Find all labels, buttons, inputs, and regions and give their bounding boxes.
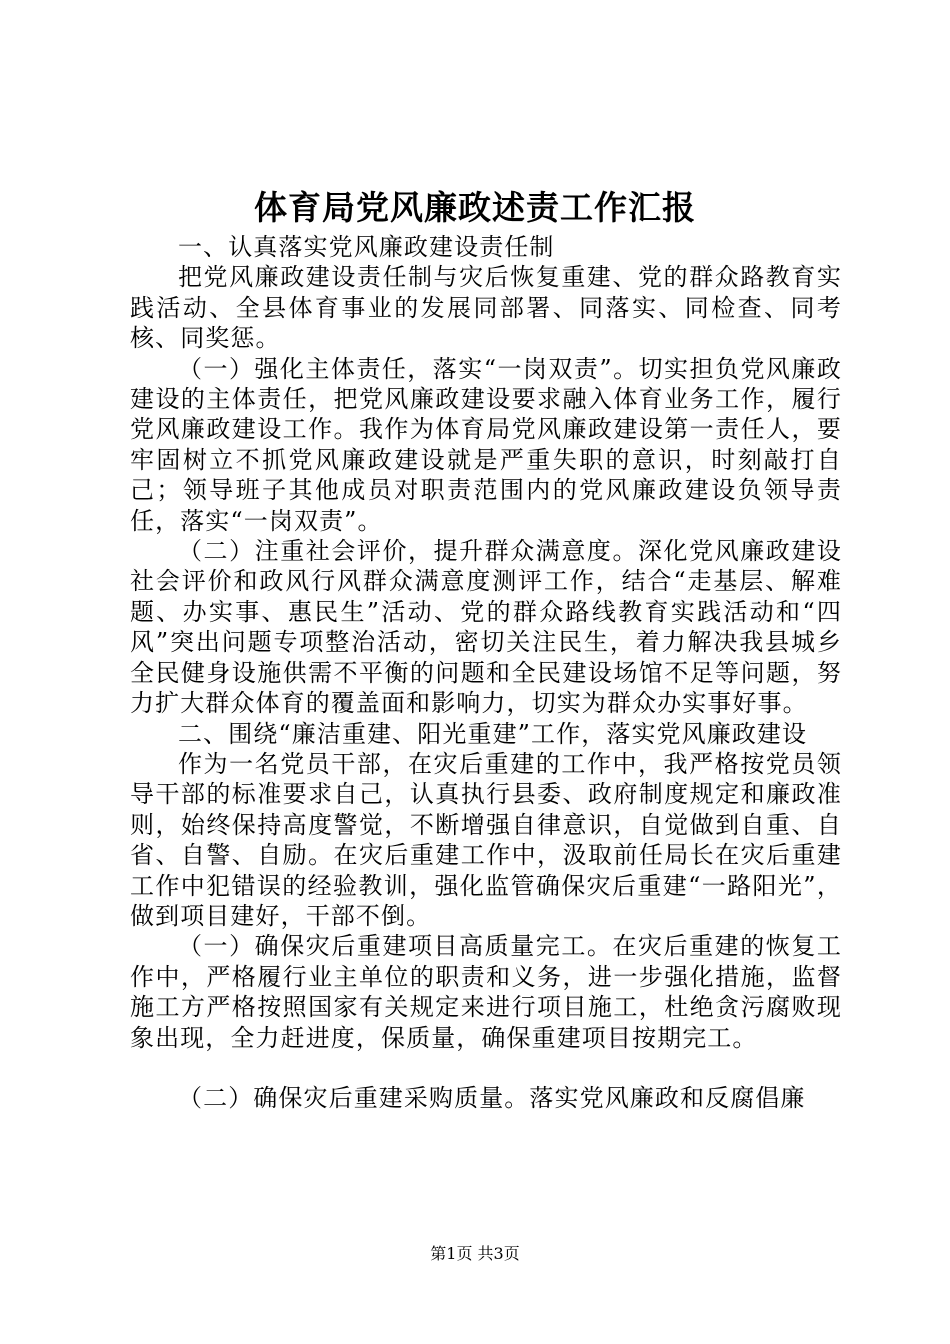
paragraph-2: （一）强化主体责任，落实“一岗双责”。切实担负党风廉政建设的主体责任，把党风廉政建设要求融入体育业务工作，履行党风廉政建设工作。我作为体育局党风廉政建设第一责任人，要牢固树立不抓党风廉政建设就是严重失职的意识，时刻敲打自己；领导班子其他成员对职责范围内的党风廉政建设负领导责任，落实“一岗双责”。 bbox=[130, 354, 842, 535]
paragraph-1: 把党风廉政建设责任制与灾后恢复重建、党的群众路教育实践活动、全县体育事业的发展同部署、同落实、同检查、同考核、同奖惩。 bbox=[130, 263, 842, 353]
paragraph-5: （一）确保灾后重建项目高质量完工。在灾后重建的恢复工作中，严格履行业主单位的职责和义务，进一步强化措施，监督施工方严格按照国家有关规定来进行项目施工，杜绝贪污腐败现象出现，全力赶进度，保质量，确保重建项目按期完工。 bbox=[130, 932, 842, 1052]
section-heading-1: 一、认真落实党风廉政建设责任制 bbox=[178, 233, 555, 261]
page-footer: 第1页 共3页 bbox=[430, 1244, 520, 1263]
section-heading-2: 二、围绕“廉洁重建、阳光重建”工作，落实党风廉政建设 bbox=[178, 719, 808, 748]
document-body bbox=[130, 232, 842, 1113]
paragraph-3: （二）注重社会评价，提升群众满意度。深化党风廉政建设社会评价和政风行风群众满意度测评工作，结合“走基层、解难题、办实事、惠民生”活动、党的群众路线教育实践活动和“四风”突出问题专项整治活动，密切关注民生，着力解决我县城乡全民健身设施供需不平衡的问题和全民建设场馆不足等问题，努力扩大群众体育的覆盖面和影响力，切实为群众办实事好事。 bbox=[130, 537, 842, 718]
paragraph-6: （二）确保灾后重建采购质量。落实党风廉政和反腐倡廉 bbox=[178, 1083, 806, 1112]
document-title: 体育局党风廉政述责工作汇报 bbox=[254, 188, 696, 227]
paragraph-4: 作为一名党员干部，在灾后重建的工作中，我严格按党员领导干部的标准要求自己，认真执行县委、政府制度规定和廉政准则，始终保持高度警觉，不断增强自律意识，自觉做到自重、自省、自警、自励。在灾后重建工作中，汲取前任局长在灾后重建工作中犯错误的经验教训，强化监管确保灾后重建“一路阳光”，做到项目建好，干部不倒。 bbox=[130, 749, 842, 930]
